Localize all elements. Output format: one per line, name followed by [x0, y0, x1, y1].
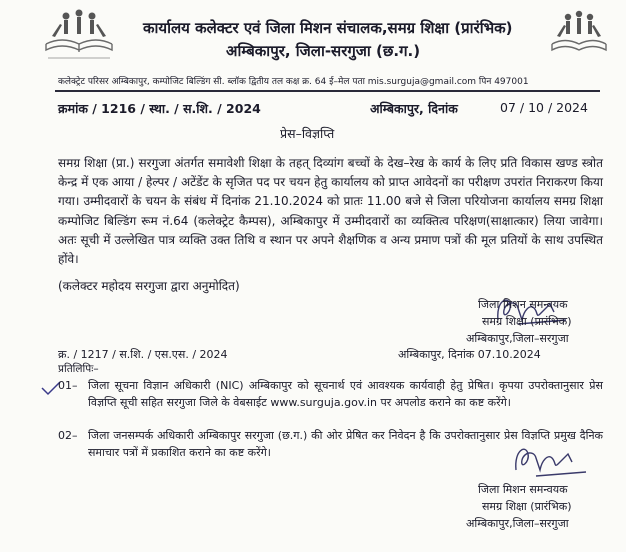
office-address: कलेक्ट्रेट परिसर अम्बिकापुर, कम्पोजिट बिल्डिंग सी. ब्लॉक द्वितीय तल कक्ष क्र. 64 ई–मेल पता mis.surguja@gmail.com पिन 497001	[58, 77, 529, 87]
signatory-block	[466, 296, 572, 347]
handwritten-signature-2	[500, 438, 598, 484]
samagra-shiksha-logo	[40, 6, 118, 62]
copy-item	[58, 378, 603, 428]
samagra-shiksha-logo-right	[548, 6, 610, 64]
approval-note: (कलेक्टर महोदय सरगुजा द्वारा अनुमोदित)	[58, 279, 240, 293]
office-subtitle: अम्बिकापुर, जिला-सरगुजा (छ.ग.)	[226, 42, 421, 60]
signatory-title: जिला मिशन समन्वयक	[478, 298, 568, 311]
endorsement-place-date: अम्बिकापुर, दिनांक 07.10.2024	[398, 348, 541, 361]
header-divider	[55, 90, 600, 92]
office-title: कार्यालय कलेक्टर एवं जिला मिशन संचालक,समग्र शिक्षा (प्रारंभिक)	[143, 19, 513, 37]
copy-item-text: जिला जनसम्पर्क अधिकारी अम्बिकापुर सरगुजा (छ.ग.) की ओर प्रेषित कर निवेदन है कि उपरोक्तानुसार प्रेस विज्ञप्ति प्रमुख दैनिक समाचार पत्रों में प्रकाशित कराने का कष्ट करेंगे।	[88, 429, 603, 459]
signatory2-block	[466, 481, 572, 532]
signatory2-title: जिला मिशन समन्वयक	[478, 483, 568, 496]
signatory-location: अम्बिकापुर,जिला–सरगुजा	[466, 332, 569, 345]
copy-item-number: 01–	[58, 379, 78, 392]
copy-item-number: 02–	[58, 429, 78, 442]
letter-place: अम्बिकापुर, दिनांक	[370, 101, 458, 116]
signatory-office: समग्र शिक्षा (प्रारंभिक)	[482, 315, 572, 328]
signatory2-office: समग्र शिक्षा (प्रारंभिक)	[482, 500, 572, 513]
copy-to-label: प्रतिलिपिः–	[58, 363, 99, 375]
letter-date: 07 / 10 / 2024	[500, 100, 588, 115]
letter-subject: प्रेस–विज्ञप्ति	[280, 126, 335, 141]
letter-reference: क्रमांक / 1216 / स्था. / स.शि. / 2024	[58, 101, 261, 116]
endorsement-reference: क्र. / 1217 / स.शि. / एस.एस. / 2024	[58, 348, 228, 361]
letter-body: समग्र शिक्षा (प्रा.) सरगुजा अंतर्गत समावेशी शिक्षा के तहत् दिव्यांग बच्चों के देख–रेख के कार्य के लिए प्रति विकास खण्ड स्त्रोत केन्द्र में एक आया / हेल्पर / अटेंडेंट के सृजित पद पर चयन हेतु कार्यालय को प्राप्त आवेदनों का परीक्षण उपरांत निराकरण किया गया। उम्मीदवारों के चयन के संबंध में दिनांक 21.10.2024 को प्रातः 11.00 बजे से जिला परियोजना कार्यालय समग्र शिक्षा कम्पोजिट बिल्डिंग रूम नं.64 (कलेक्ट्रेट कैम्पस), अम्बिकापुर में उम्मीदवारों का व्यक्तित्व परिक्षण(साक्षात्कार) लिया जावेगा। अतः सूची में उल्लेखित पात्र व्यक्ति उक्त तिथि व स्थान पर अपने शैक्षणिक व अन्य प्रमाण पत्रों की मूल प्रतियों के साथ उपस्थित होंवे।	[58, 156, 603, 267]
signatory2-location: अम्बिकापुर,जिला–सरगुजा	[466, 517, 569, 530]
copy-item-text: जिला सूचना विज्ञान अधिकारी (NIC) अम्बिकापुर को सूचनार्थ एवं आवश्यक कार्यवाही हेतु प्रेषित। कृपया उपरोक्तानुसार प्रेस विज्ञप्ति सूची सहित सरगुजा जिले के वेबसाईट www.surguja.gov.in पर अपलोड कराने का कष्ट करेंगे।	[88, 379, 603, 409]
